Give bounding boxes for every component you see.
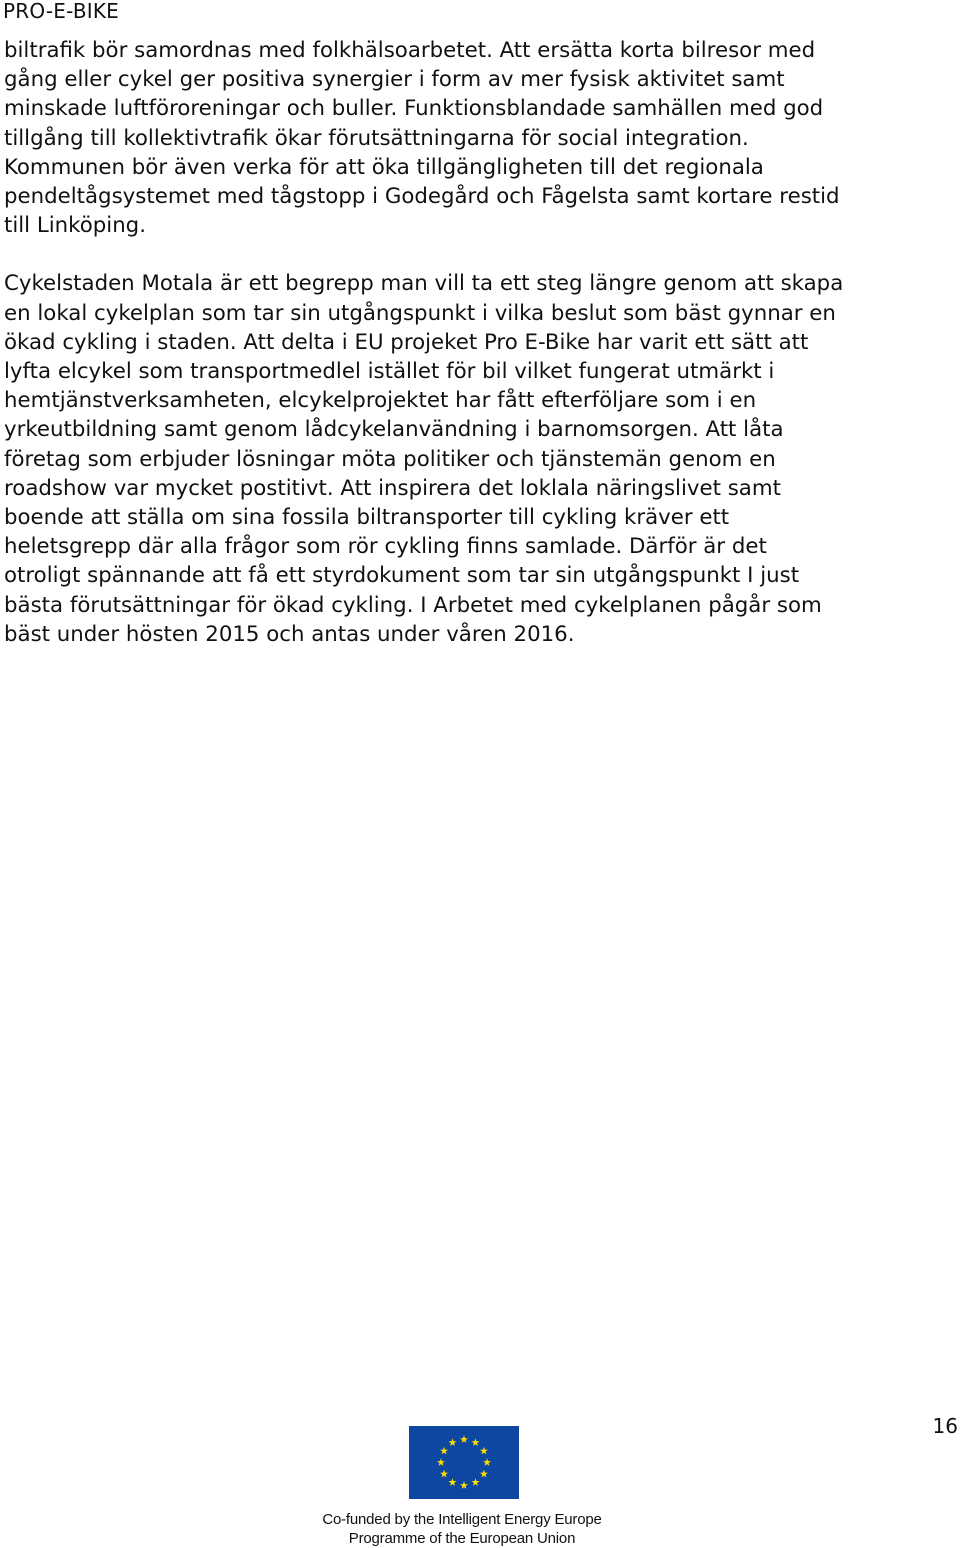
paragraph-line: Cykelstaden Motala är ett begrepp man vill ta ett steg längre genom att skapa <box>4 271 844 297</box>
paragraph-2 <box>4 269 954 649</box>
paragraph-line: tillgång till kollektivtrafik ökar förutsättningarna för social integration. <box>4 125 749 151</box>
paragraph-line: heletsgrepp där alla frågor som rör cykling finns samlade. Därför är det <box>4 534 767 560</box>
paragraph-line: gång eller cykel ger positiva synergier i form av mer fysisk aktivitet samt <box>4 67 785 93</box>
paragraph-line: otroligt spännande att få ett styrdokument som tar sin utgångspunkt I just <box>4 563 800 589</box>
eu-flag-icon <box>409 1426 519 1499</box>
paragraph-line: biltrafik bör samordnas med folkhälsoarbetet. Att ersätta korta bilresor med <box>4 38 816 63</box>
document-header <box>3 0 119 24</box>
paragraph-line: minskade luftföroreningar och buller. Funktionsblandade samhällen med god <box>4 96 824 122</box>
eu-flag-graphic <box>409 1426 519 1499</box>
paragraph-line: lyfta elcykel som transportmedlel istället för bil vilket fungerat utmärkt i <box>4 359 775 385</box>
paragraph-line: boende att ställa om sina fossila biltransporter till cykling kräver ett <box>4 505 730 531</box>
page-number: 16 <box>932 1414 958 1438</box>
paragraph-line: bästa förutsättningar för ökad cykling. I Arbetet med cykelplanen pågår som <box>4 592 822 618</box>
cofunding-line-1: Co-funded by the Intelligent Energy Europe <box>322 1511 602 1528</box>
paragraph-line: till Linköping. <box>4 213 146 239</box>
cofunding-notice <box>280 1510 644 1548</box>
paragraph-line: en lokal cykelplan som tar sin utgångspunkt i vilka beslut som bäst gynnar en <box>4 300 836 326</box>
paragraph-1 <box>4 36 954 240</box>
document-body <box>4 36 954 649</box>
paragraph-line: hemtjänstverksamheten, elcykelprojektet har fått efterföljare som i en <box>4 388 757 414</box>
paragraph-line: yrkeutbildning samt genom lådcykelanvändning i barnomsorgen. Att låta <box>4 417 784 443</box>
paragraph-line: ökad cykling i staden. Att delta i EU projeket Pro E-Bike har varit ett sätt att <box>4 329 809 355</box>
cofunding-line-2: Programme of the European Union <box>348 1530 576 1547</box>
paragraph-line: pendeltågsystemet med tågstopp i Godegård och Fågelsta samt kortare restid <box>4 184 840 210</box>
paragraph-line: företag som erbjuder lösningar möta politiker och tjänstemän genom en <box>4 446 776 472</box>
paragraph-line: roadshow var mycket postitivt. Att inspirera det loklala näringslivet samt <box>4 475 781 501</box>
header-title: PRO-E-BIKE <box>3 0 119 23</box>
paragraph-line: bäst under hösten 2015 och antas under våren 2016. <box>4 621 575 647</box>
paragraph-line: Kommunen bör även verka för att öka tillgängligheten till det regionala <box>4 154 764 180</box>
